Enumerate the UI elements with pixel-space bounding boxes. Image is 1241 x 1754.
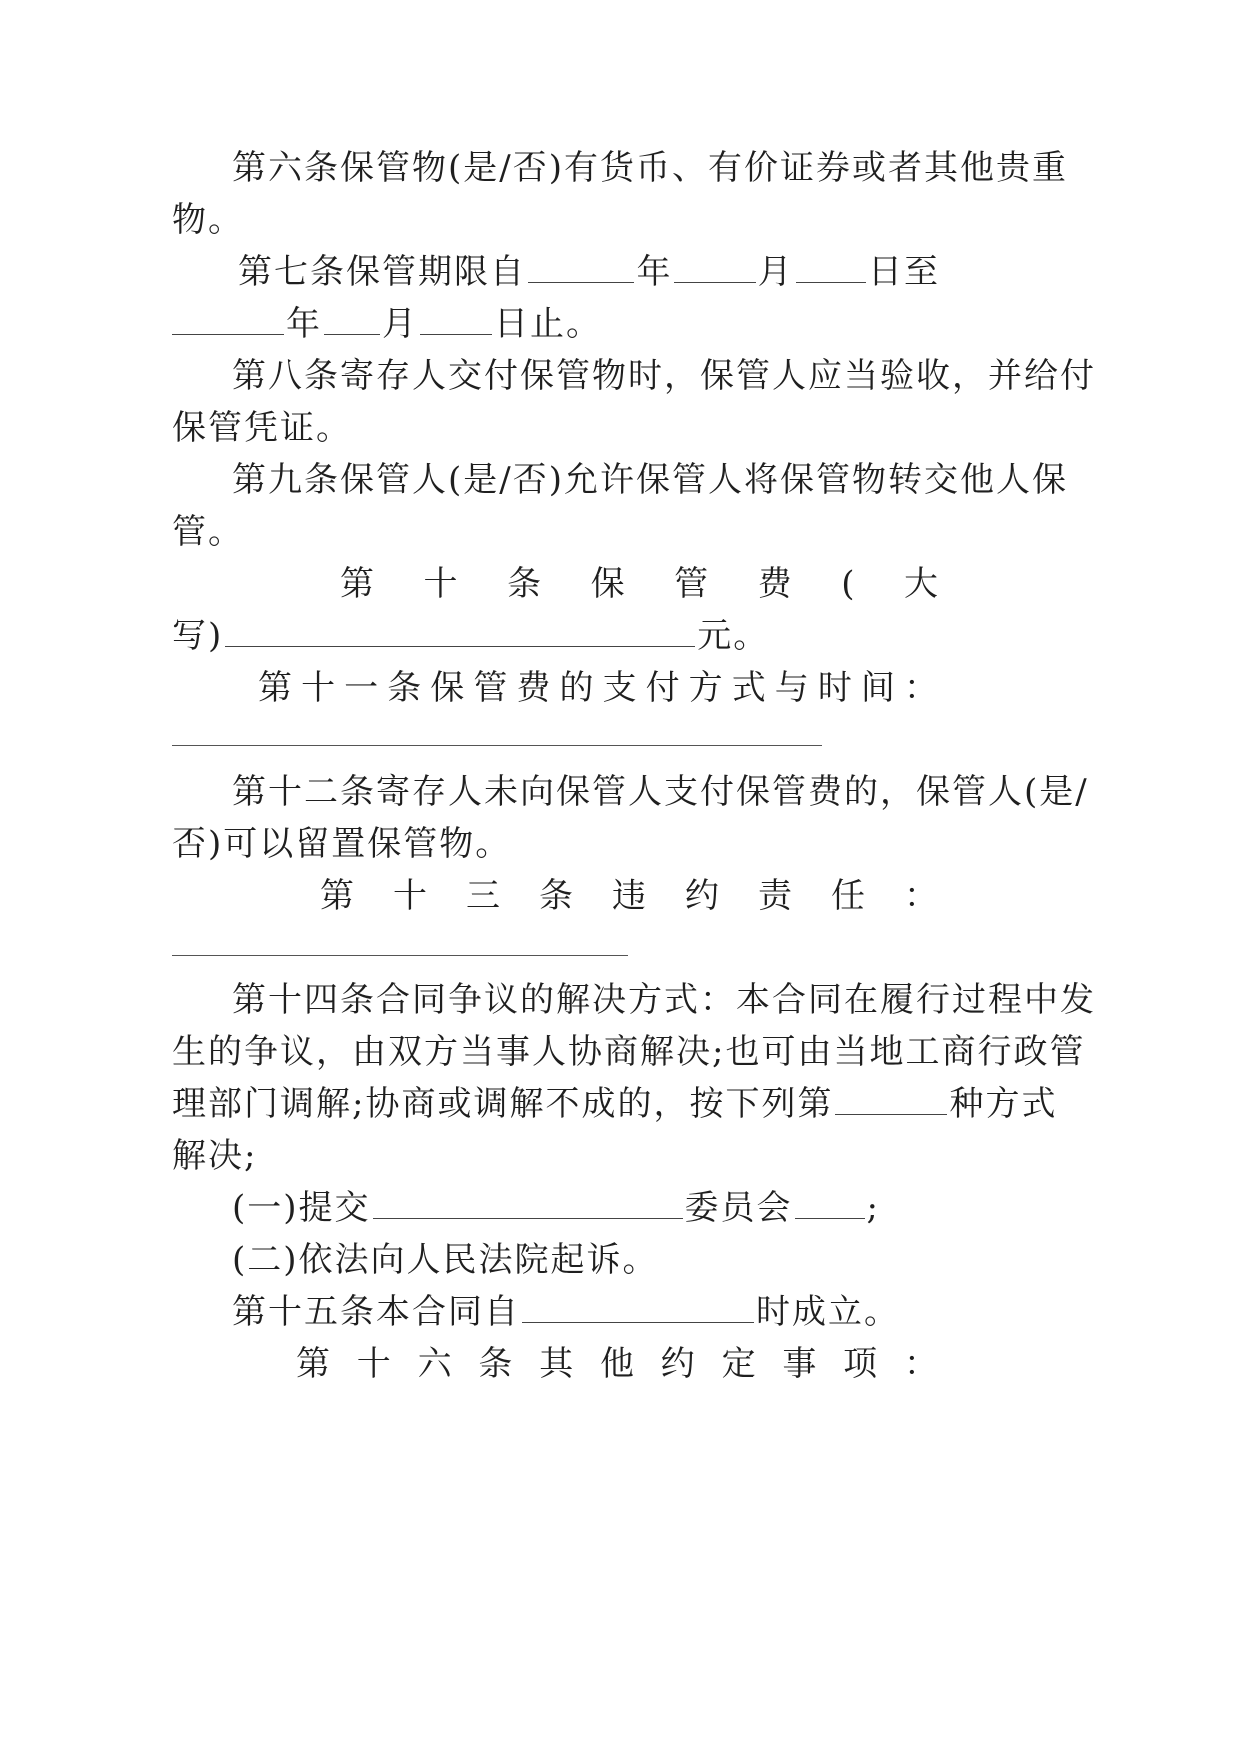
art13-char: 三 [466, 876, 502, 916]
art10-char: 费 [757, 564, 794, 604]
art7-day-label: 日至 [868, 252, 940, 292]
art14-line3-suffix: 种方式 [949, 1084, 1058, 1124]
art16-char: 约 [660, 1344, 697, 1384]
art15-suffix: 时成立。 [756, 1292, 900, 1332]
art11-char: 第 [258, 668, 294, 708]
option1-suffix: ; [866, 1188, 880, 1228]
art15-prefix: 第十五条本合同自 [232, 1292, 520, 1332]
art9-line2: 管。 [172, 512, 244, 552]
art7-end-month-label: 月 [382, 304, 418, 344]
art7-end-month-blank [324, 304, 380, 335]
art11-char: 式 [731, 668, 768, 708]
option-litigation: (二)依法向人民法院起诉。 [232, 1240, 659, 1280]
art6-line1: 第六条保管物(是/否)有货币、有价证券或者其他贵重 [232, 148, 1068, 188]
art13-char: 约 [685, 876, 721, 916]
art6-line2: 物。 [172, 200, 244, 240]
art16-char: 其 [539, 1344, 576, 1384]
art7-end-day-blank [420, 304, 492, 335]
art12-line1: 第十二条寄存人未向保管人支付保管费的，保管人(是/ [232, 772, 1089, 812]
art13-char: 违 [612, 876, 648, 916]
art7-line2 [172, 304, 602, 344]
art7-month-blank [674, 252, 755, 283]
art11-char: 时 [817, 668, 854, 708]
art7-month-label: 月 [757, 252, 794, 292]
art15-line [232, 1292, 900, 1332]
art13-char: 条 [539, 876, 575, 916]
art8-line2: 保管凭证。 [172, 408, 352, 448]
art14-line3 [172, 1084, 1057, 1124]
art7-day-blank [796, 252, 866, 283]
art14-method-blank [835, 1084, 947, 1115]
art16-char: 六 [417, 1344, 454, 1384]
art14-line1: 第十四条合同争议的解决方式：本合同在履行过程中发 [232, 980, 1096, 1020]
art11-char: 费 [516, 668, 553, 708]
art7-year-label: 年 [636, 252, 673, 292]
art10-char: 第 [340, 564, 376, 604]
art10-char: 条 [507, 564, 544, 604]
art16-char: ： [903, 1344, 940, 1384]
art16-char: 第 [296, 1344, 332, 1384]
art10-suffix: 元。 [697, 616, 770, 656]
art13-char: 任 [831, 876, 867, 916]
art13-char: 第 [320, 876, 356, 916]
art13-char: ： [904, 876, 940, 916]
art11-char: 方 [688, 668, 725, 708]
art11-fill-line [172, 745, 822, 746]
art16-char: 定 [721, 1344, 758, 1384]
art10-char: 管 [674, 564, 711, 604]
art11-char: 一 [344, 668, 381, 708]
art8-line1: 第八条寄存人交付保管物时，保管人应当验收，并给付 [232, 356, 1096, 396]
art11-char: ： [903, 668, 940, 708]
art11-char: 间 [860, 668, 897, 708]
art7-end-day-label: 日止。 [494, 304, 602, 344]
art9-line1: 第九条保管人(是/否)允许保管人将保管物转交他人保 [232, 460, 1068, 500]
art10-char: ( [841, 564, 857, 604]
art11-char: 支 [602, 668, 639, 708]
art14-line3-prefix: 理部门调解;协商或调解不成的，按下列第 [172, 1084, 834, 1124]
art12-line2: 否)可以留置保管物。 [172, 824, 512, 864]
art7-end-year-blank [172, 304, 284, 335]
art7-year-blank [528, 252, 634, 283]
art16-line1 [296, 1344, 940, 1384]
art7-end-year-label: 年 [286, 304, 322, 344]
option1-committee-blank [373, 1188, 683, 1219]
art11-char: 与 [774, 668, 811, 708]
art16-char: 他 [599, 1344, 636, 1384]
art10-char: 十 [423, 564, 460, 604]
art10-amount-blank [225, 616, 695, 647]
art11-char: 条 [387, 668, 424, 708]
art11-char: 十 [301, 668, 338, 708]
art7-line1 [238, 252, 940, 292]
art11-char: 管 [473, 668, 510, 708]
art13-fill-line [172, 955, 628, 956]
art10-prefix: 写) [172, 616, 224, 656]
art11-line1 [258, 668, 940, 708]
art11-char: 的 [559, 668, 596, 708]
art10-line1 [340, 564, 940, 604]
art13-char: 责 [758, 876, 794, 916]
art14-line2: 生的争议，由双方当事人协商解决;也可由当地工商行政管 [172, 1032, 1086, 1072]
option-arbitration [232, 1188, 880, 1228]
art11-char: 保 [430, 668, 467, 708]
art15-time-blank [522, 1292, 754, 1323]
art10-char: 保 [590, 564, 627, 604]
art13-line1 [320, 876, 940, 916]
art10-line2 [172, 616, 769, 656]
art16-char: 条 [478, 1344, 515, 1384]
option1-prefix: (一)提交 [232, 1188, 371, 1228]
art10-char: 大 [903, 564, 940, 604]
art14-line4: 解决; [172, 1136, 258, 1176]
art16-char: 项 [843, 1344, 880, 1384]
art16-char: 十 [356, 1344, 393, 1384]
option1-middle: 委员会 [684, 1188, 793, 1228]
art7-prefix: 第七条保管期限自 [238, 252, 526, 292]
art11-char: 付 [645, 668, 682, 708]
art13-char: 十 [393, 876, 429, 916]
art16-char: 事 [782, 1344, 819, 1384]
option1-extra-blank [795, 1188, 865, 1219]
